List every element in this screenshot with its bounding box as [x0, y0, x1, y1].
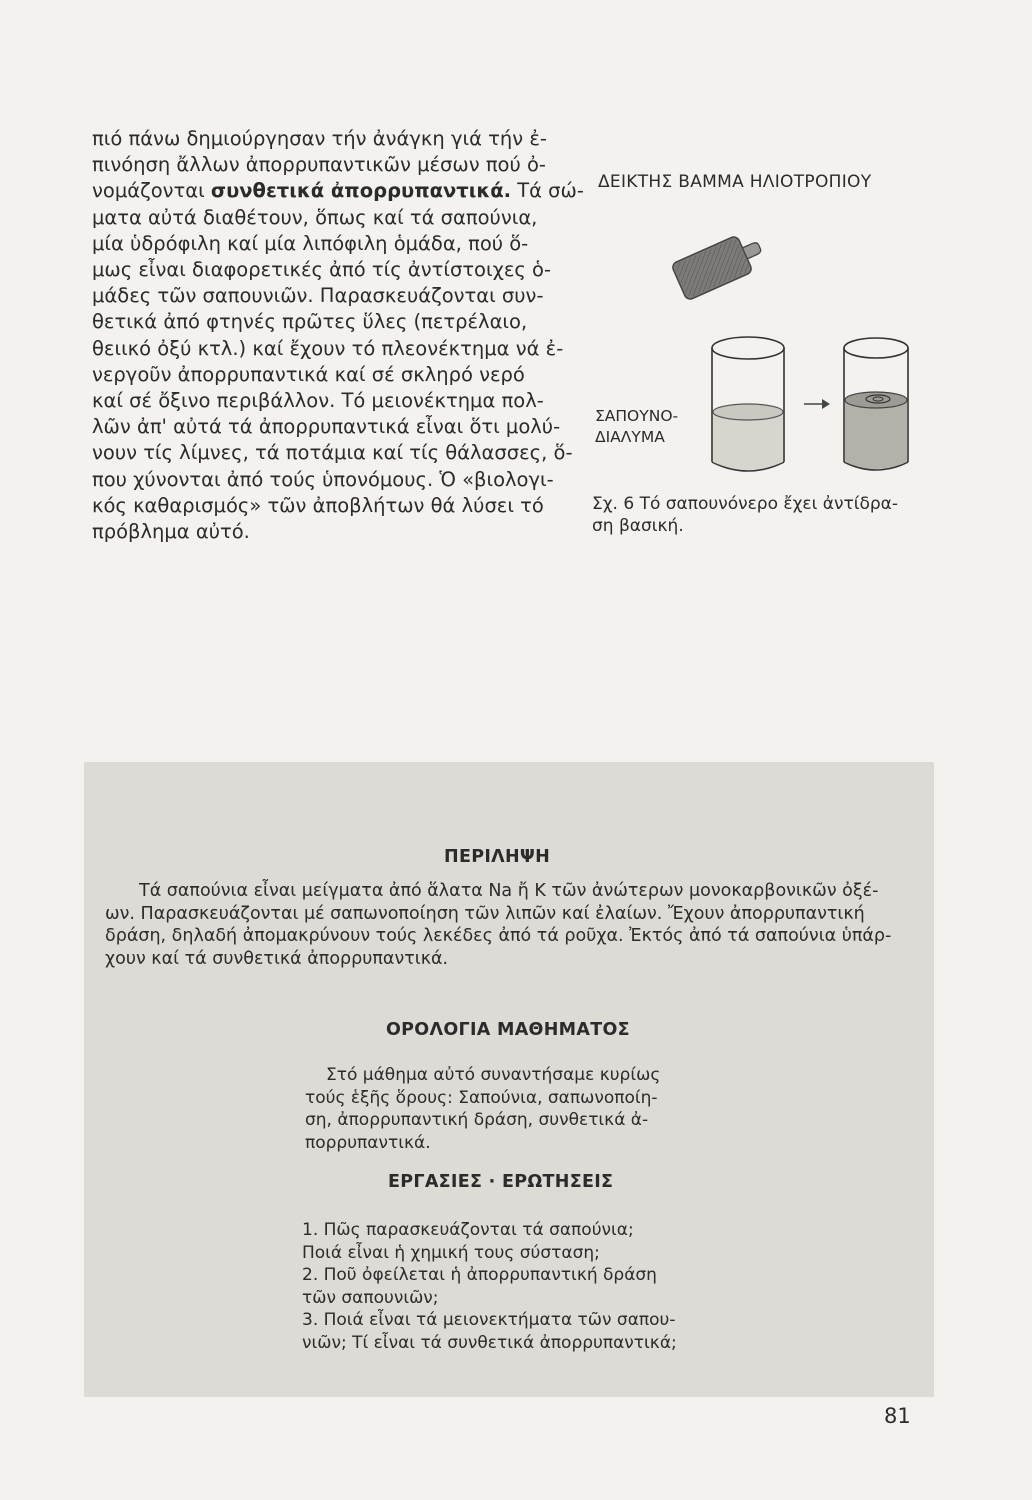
text-line-with-term: [92, 178, 584, 204]
terminology-line: πορρυπαντικά.: [305, 1132, 431, 1153]
summary-line: Τά σαπούνια εἶναι μείγματα ἀπό ἅλατα Na ἤ K τῶν ἀνώτερων μονοκαρβονικῶν ὀξέ-: [139, 881, 879, 901]
question-line: 2. Ποῦ ὀφείλεται ἡ ἀπορρυπαντική δράση: [302, 1265, 657, 1286]
summary-line: δράση, δηλαδή ἀπομακρύνουν τούς λεκέδες ἀπό τά ροῦχα. Ἐκτός ἀπό τά σαπούνια ὑπάρ-: [105, 926, 892, 947]
summary-text: [105, 880, 919, 970]
text-fragment: νομάζονται: [92, 179, 205, 203]
terminology-line: Στό μάθημα αὐτό συναντήσαμε κυρίως: [326, 1065, 661, 1085]
text-line: κός καθαρισμός» τῶν ἀποβλήτων θά λύσει τό: [92, 493, 544, 517]
text-line: πρόβλημα αὐτό.: [92, 520, 250, 544]
figure-title: ΔΕΙΚΤΗΣ ΒΑΜΜΑ ΗΛΙΟΤΡΟΠΙΟΥ: [598, 172, 872, 192]
summary-line: ων. Παρασκευάζονται μέ σαπωνοποίηση τῶν λιπῶν καί ἐλαίων. Ἔχουν ἀπορρυπαντική: [105, 903, 865, 924]
text-line: λῶν ἀπ' αὐτά τά ἀπορρυπαντικά εἶναι ὅτι μολύ-: [92, 415, 561, 439]
page-number: 81: [884, 1404, 911, 1428]
figure-label-line: ΣΑΠΟΥΝΟ-: [595, 407, 679, 425]
main-paragraph: [92, 126, 584, 545]
figure-caption: [592, 493, 932, 537]
terminology-line: τούς ἑξῆς ὅρους: Σαπούνια, σαπωνοποίη-: [305, 1087, 658, 1108]
figure-label: [595, 406, 678, 448]
text-line: νεργοῦν ἀπορρυπαντικά καί σέ σκληρό νερό: [92, 362, 525, 386]
figure-caption-line: Σχ. 6 Τό σαπουνόνερο ἔχει ἀντίδρα-: [592, 494, 898, 514]
question-line: 1. Πῶς παρασκευάζονται τά σαπούνια;: [302, 1220, 634, 1240]
text-line: μως εἶναι διαφορετικές ἀπό τίς ἀντίστοιχες ὁ-: [92, 258, 552, 282]
question-line: 3. Ποιά εἶναι τά μειονεκτήματα τῶν σαπου-: [302, 1310, 676, 1331]
terminology-title: ΟΡΟΛΟΓΙΑ ΜΑΘΗΜΑΤΟΣ: [386, 1020, 630, 1040]
question-line: τῶν σαπουνιῶν;: [302, 1287, 439, 1308]
terminology-text: [305, 1064, 726, 1154]
litmus-indicator-figure: [600, 236, 920, 486]
text-line: πιό πάνω δημιούργησαν τήν ἀνάγκη γιά τήν ἐ-: [92, 127, 547, 150]
text-line: θειικό ὀξύ κτλ.) καί ἔχουν τό πλεονέκτημα νά ἐ-: [92, 336, 564, 360]
summary-title: ΠΕΡΙΛΗΨΗ: [444, 847, 551, 867]
text-line: μάδες τῶν σαπουνιῶν. Παρασκευάζονται συν-: [92, 284, 544, 308]
text-fragment: Τά σώ-: [511, 179, 584, 203]
text-line: θετικά ἀπό φτηνές πρῶτες ὕλες (πετρέλαιο,: [92, 310, 528, 334]
question-line: Ποιά εἶναι ἡ χημική τους σύσταση;: [302, 1242, 600, 1263]
beaker-soap-solution-icon: [712, 337, 784, 471]
text-line: ματα αὐτά διαθέτουν, ὅπως καί τά σαπούνια,: [92, 205, 538, 229]
text-line: νουν τίς λίμνες, τά ποτάμια καί τίς θάλασσες, ὅ-: [92, 441, 573, 465]
text-line: που χύνονται ἀπό τούς ὑπονόμους. Ὁ «βιολογι-: [92, 467, 554, 491]
exercises-text: [302, 1219, 722, 1355]
exercises-title: ΕΡΓΑΣΙΕΣ · ΕΡΩΤΗΣΕΙΣ: [388, 1172, 614, 1192]
figure-label-line: ΔΙΑΛΥΜΑ: [595, 428, 665, 446]
question-line: νιῶν; Τί εἶναι τά συνθετικά ἀπορρυπαντικά;: [302, 1332, 677, 1353]
arrow-right-icon: [804, 399, 830, 409]
beaker-colored-result-icon: [844, 338, 908, 470]
text-line: καί σέ ὄξινο περιβάλλον. Τό μειονέκτημα πολ-: [92, 389, 544, 413]
text-line: μία ὑδρόφιλη καί μία λιπόφιλη ὁμάδα, πού ὅ-: [92, 231, 529, 255]
figure-caption-line: ση βασική.: [592, 516, 684, 536]
bold-term: συνθετικά ἀπορρυπαντικά.: [210, 179, 512, 203]
summary-line: χουν καί τά συνθετικά ἀπορρυπαντικά.: [105, 948, 449, 969]
indicator-bottle-icon: [671, 236, 768, 301]
terminology-line: ση, ἀπορρυπαντική δράση, συνθετικά ἀ-: [305, 1110, 649, 1130]
text-line: πινόηση ἄλλων ἀπορρυπαντικῶν μέσων πού ὀ-: [92, 153, 546, 177]
